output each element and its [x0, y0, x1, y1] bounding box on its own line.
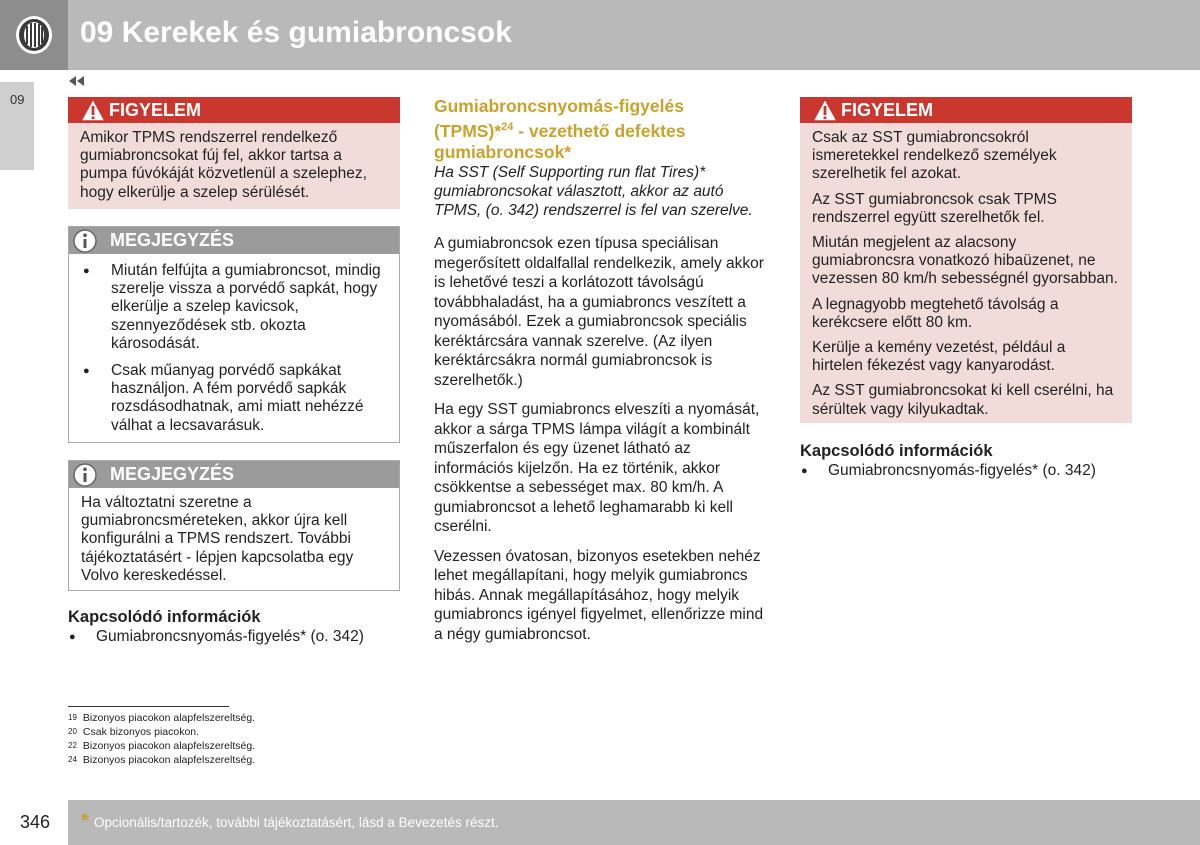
chapter-title: 09 Kerekek és gumiabroncsok [80, 16, 512, 49]
warning-header [68, 97, 400, 123]
warning-triangle-icon [812, 98, 838, 122]
warning-box-left [68, 97, 400, 209]
note-title: MEGJEGYZÉS [110, 230, 235, 250]
note-header [69, 461, 399, 488]
info-icon [73, 229, 97, 253]
list-item: ● Miután felfújta a gumiabroncsot, mindig szerelje vissza a porvédő sapkát, hogy elkerülje a szelep kavicsok, szennyeződések stb. okozta károsodását. [83, 262, 387, 353]
related-info-title: Kapcsolódó információk [800, 442, 993, 460]
footnote-text: Bizonyos piacokon alapfelszereltség. [82, 712, 256, 724]
footer-note: Opcionális/tartozék, további tájékoztatásért, lásd a Bevezetés részt. [94, 815, 499, 830]
footnote-text: Bizonyos piacokon alapfelszereltség. [82, 754, 256, 766]
tire-icon [14, 14, 54, 56]
footnote [68, 739, 255, 753]
warning-paragraph: Kerülje a kemény vezetést, például a hirtelen fékezést vagy kanyarodást. [812, 339, 1066, 375]
warning-triangle-icon [80, 98, 106, 122]
warning-box-right [800, 97, 1132, 423]
section-title-text: Gumiabroncsnyomás-figyelés (TPMS)* [434, 96, 684, 141]
footnote-number: 24 [68, 755, 77, 764]
related-info-link[interactable]: ● Gumiabroncsnyomás-figyelés* (o. 342) [800, 461, 1132, 481]
related-info-title: Kapcsolódó információk [68, 608, 261, 626]
body-paragraph: Ha egy SST gumiabroncs elveszíti a nyomását, akkor a sárga TPMS lámpa világít a kombinált műszerfalon és egy üzenet látható az információs kijelzőn. Ha ez történik, akkor csökkentse a sebességet max. 80 km/h. A gumiabroncsot a lehető leghamarabb ki kell cserélni. [434, 401, 760, 535]
footnote-ref[interactable]: 24 [501, 121, 514, 133]
footnote-text: Csak bizonyos piacokon. [82, 726, 200, 738]
footnote-number: 22 [68, 741, 77, 750]
chapter-tab-label: 09 [10, 92, 25, 107]
section-title-text: - vezethető defektes gumiabroncsok* [434, 120, 686, 162]
warning-paragraph: Az SST gumiabroncsok csak TPMS rendszerrel együtt szerelhetők fel. [812, 190, 1057, 226]
warning-text [800, 123, 1132, 419]
warning-paragraph: A legnagyobb megtehető távolság a kerékcsere előtt 80 km. [812, 295, 1059, 331]
note-title: MEGJEGYZÉS [110, 464, 235, 484]
footnote [68, 753, 255, 767]
related-info-left [68, 607, 398, 647]
related-info-link[interactable]: ● Gumiabroncsnyomás-figyelés* (o. 342) [68, 627, 398, 647]
section-intro: Ha SST (Self Supporting run flat Tires)* gumiabroncsokat választott, akkor az autó TPMS, (o. 342) rendszerrel is fel van szerelve. [434, 164, 753, 219]
list-item: ● Csak műanyag porvédő sapkákat használjon. A fém porvédő sapkák rozsdásodhatnak, ami miatt nehézzé válhat a lecsavarásuk. [83, 362, 387, 435]
footnotes [68, 711, 255, 767]
footnote-divider [68, 706, 229, 707]
warning-paragraph: Csak az SST gumiabroncsokról ismeretekkel rendelkező személyek szerelhetik fel azokat. [812, 129, 1057, 183]
warning-paragraph: Miután megjelent az alacsony gumiabroncsra vonatkozó hibaüzenet, ne vezessen 80 km/h sebességnél gyorsabban. [812, 234, 1118, 288]
footnote [68, 725, 255, 739]
footnote-number: 20 [68, 727, 77, 736]
section-body [434, 234, 774, 654]
footer-asterisk: * [81, 810, 89, 832]
page-number: 346 [20, 812, 51, 832]
warning-text: Amikor TPMS rendszerrel rendelkező gumiabroncsokat fúj fel, akkor tartsa a pumpa fúvókáját közvetlenül a szelephez, hogy elkerülje a szelep sérülését. [80, 129, 367, 201]
body-paragraph: Vezessen óvatosan, bizonyos esetekben nehéz lehet megállapítani, hogy melyik gumiabroncs hibás. Annak megállapításához, hogy melyik gumiabroncs igényel figyelmet, ellenőrizze mind a négy gumiabroncsot. [434, 547, 764, 643]
info-icon [73, 463, 97, 487]
warning-title: FIGYELEM [841, 100, 934, 120]
note-box-1 [68, 226, 400, 443]
related-info-right [800, 441, 1132, 481]
note-header [69, 227, 399, 254]
footnote-text: Bizonyos piacokon alapfelszereltség. [82, 740, 256, 752]
warning-title: FIGYELEM [109, 100, 202, 120]
note-box-2 [68, 460, 400, 591]
footnote-number: 19 [68, 713, 77, 722]
note-bullet-list [69, 254, 399, 435]
footnote [68, 711, 255, 725]
body-paragraph: A gumiabroncsok ezen típusa speciálisan megerősített oldalfallal rendelkezik, amely akkor is lehetővé teszi a korlátozott távolságú továbbhaladást, ha a gumiabroncs veszített a nyomásából. Ezek a gumiabroncsok speciális keréktárcsára vannak szerelve. (Az ilyen keréktárcsákra normál gumiabroncsok is szerelhetők.) [434, 235, 764, 389]
section-title [434, 96, 764, 163]
double-chevron-left-icon[interactable] [68, 75, 86, 87]
warning-header [800, 97, 1132, 123]
note-text: Ha változtatni szeretne a gumiabroncsméreteken, akkor újra kell konfigurálni a TPMS rendszert. További tájékoztatásért - lépjen kapcsolatba egy Volvo kereskedéssel. [81, 494, 354, 584]
warning-paragraph: Az SST gumiabroncsokat ki kell cserélni, ha sérültek vagy kilyukadtak. [812, 382, 1114, 418]
